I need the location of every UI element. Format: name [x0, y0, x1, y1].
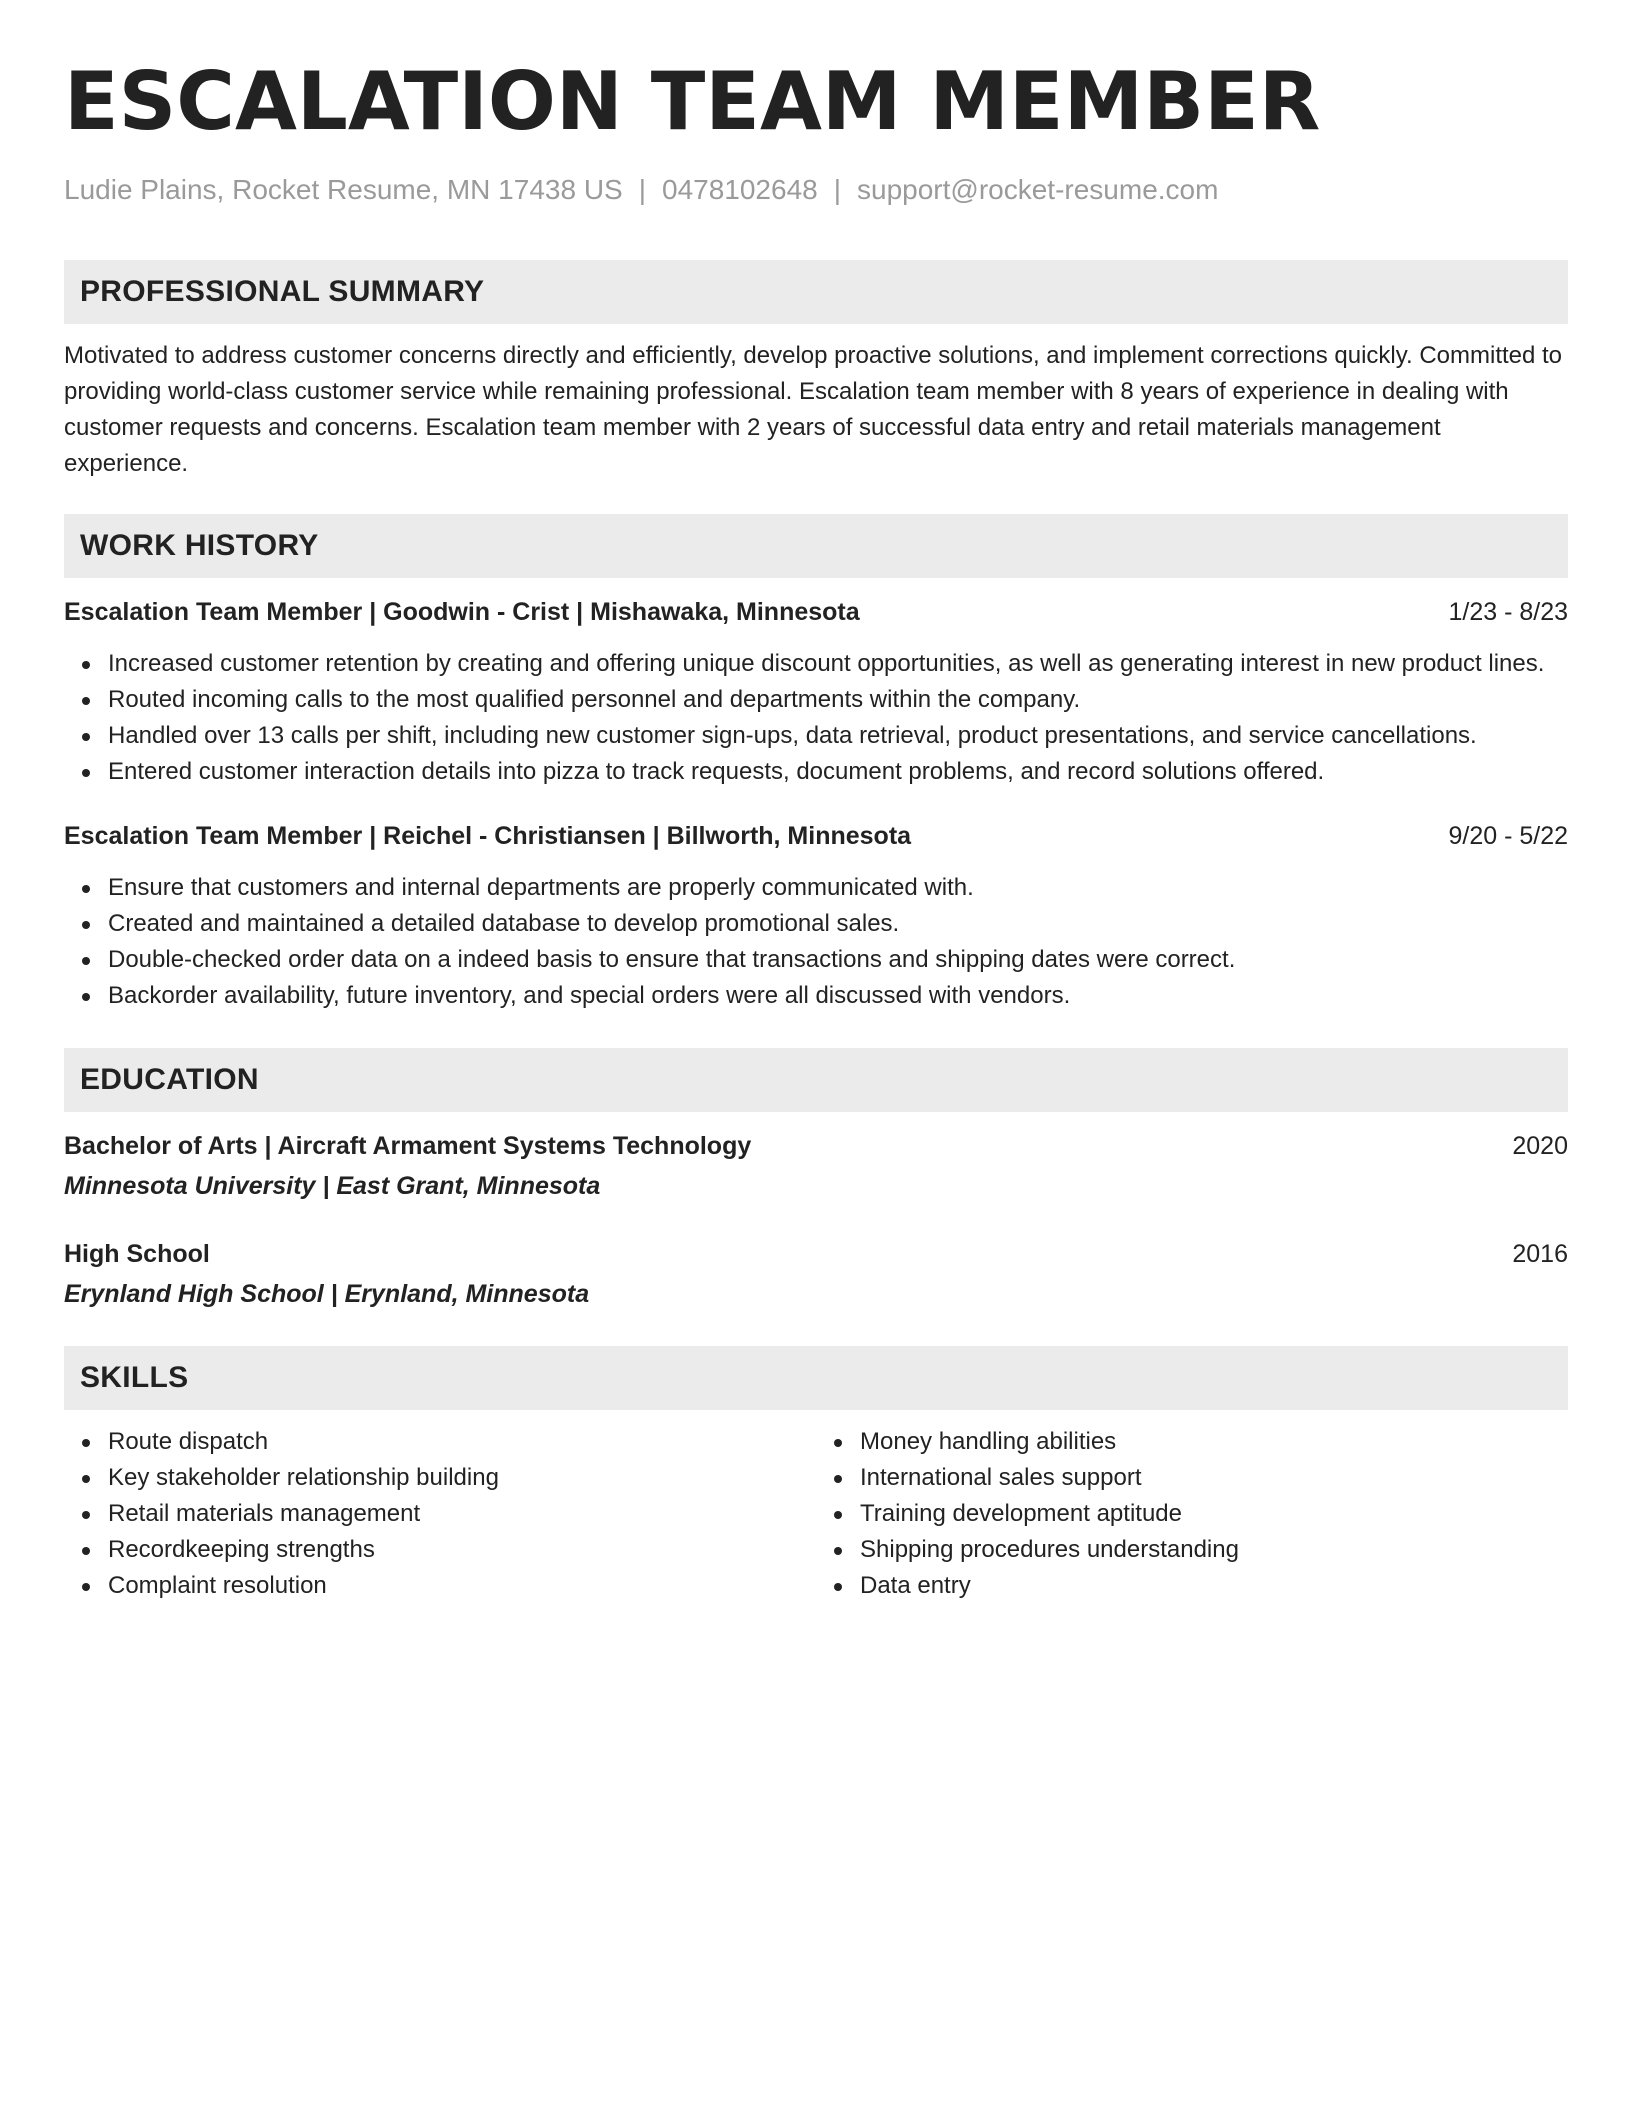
skill-item: Training development aptitude [860, 1496, 1568, 1532]
job-header-row [64, 594, 1568, 630]
section-header-education: EDUCATION [64, 1048, 1568, 1112]
skill-item: Recordkeeping strengths [108, 1532, 816, 1568]
contact-phone: 0478102648 [662, 174, 818, 205]
skill-item: Data entry [860, 1568, 1568, 1604]
job-header-row [64, 818, 1568, 854]
education-header-row [64, 1236, 1568, 1272]
contact-separator: | [833, 174, 842, 205]
education-year: 2016 [1512, 1240, 1568, 1268]
section-header-summary: PROFESSIONAL SUMMARY [64, 260, 1568, 324]
skills-columns [64, 1424, 1568, 1604]
summary-text: Motivated to address customer concerns directly and efficiently, develop proactive solutions, and implement corrections quickly. Committed to providing world-class customer service while remaining professional. Escalation team member with 8 years of experience in dealing with customer requests and concerns. Escalation team member with 2 years of successful data entry and retail materials management experience. [64, 342, 1563, 477]
skill-item: Money handling abilities [860, 1424, 1568, 1460]
skill-item: Retail materials management [108, 1496, 816, 1532]
job-title: Escalation Team Member | Reichel - Christiansen | Billworth, Minnesota [64, 822, 912, 850]
skill-item: Shipping procedures understanding [860, 1532, 1568, 1568]
job-bullet: Ensure that customers and internal departments are properly communicated with. [108, 870, 1568, 906]
job-bullet: Handled over 13 calls per shift, including new customer sign-ups, data retrieval, product presentations, and service cancellations. [108, 718, 1568, 754]
job-dates: 9/20 - 5/22 [1448, 822, 1568, 850]
contact-email: support@rocket-resume.com [857, 174, 1219, 205]
skill-item: International sales support [860, 1460, 1568, 1496]
job-bullet: Increased customer retention by creating and offering unique discount opportunities, as well as generating interest in new product lines. [108, 646, 1568, 682]
skills-list-right [816, 1424, 1568, 1604]
contact-separator: | [638, 174, 646, 205]
education-year: 2020 [1512, 1132, 1568, 1160]
job-entry [64, 594, 1568, 790]
education-header-row [64, 1128, 1568, 1164]
education-school: Erynland High School | Erynland, Minnesota [64, 1280, 590, 1308]
education-entry [64, 1128, 1568, 1204]
job-bullet: Entered customer interaction details into pizza to track requests, document problems, and record solutions offered. [108, 754, 1568, 790]
education-school: Minnesota University | East Grant, Minnesota [64, 1172, 601, 1200]
job-bullet: Created and maintained a detailed database to develop promotional sales. [108, 906, 1568, 942]
job-bullet-list [64, 870, 1568, 1014]
section-header-work-history: WORK HISTORY [64, 514, 1568, 578]
education-degree: High School [64, 1240, 210, 1268]
job-title: Escalation Team Member | Goodwin - Crist | Mishawaka, Minnesota [64, 598, 860, 626]
job-entry [64, 818, 1568, 1014]
candidate-name: ESCALATION TEAM MEMBER [64, 55, 1321, 148]
job-bullet: Double-checked order data on a indeed basis to ensure that transactions and shipping dates were correct. [108, 942, 1568, 978]
skills-list-left [64, 1424, 816, 1604]
skill-item: Complaint resolution [108, 1568, 816, 1604]
job-dates: 1/23 - 8/23 [1448, 598, 1568, 626]
job-bullet-list [64, 646, 1568, 790]
education-degree: Bachelor of Arts | Aircraft Armament Systems Technology [64, 1132, 752, 1160]
job-bullet: Backorder availability, future inventory, and special orders were all discussed with vendors. [108, 978, 1568, 1014]
education-entry [64, 1236, 1568, 1312]
job-bullet: Routed incoming calls to the most qualified personnel and departments within the company. [108, 682, 1568, 718]
contact-line [64, 170, 1568, 210]
contact-address: Ludie Plains, Rocket Resume, MN 17438 US [64, 174, 623, 205]
skill-item: Route dispatch [108, 1424, 816, 1460]
skill-item: Key stakeholder relationship building [108, 1460, 816, 1496]
section-header-skills: SKILLS [64, 1346, 1568, 1410]
